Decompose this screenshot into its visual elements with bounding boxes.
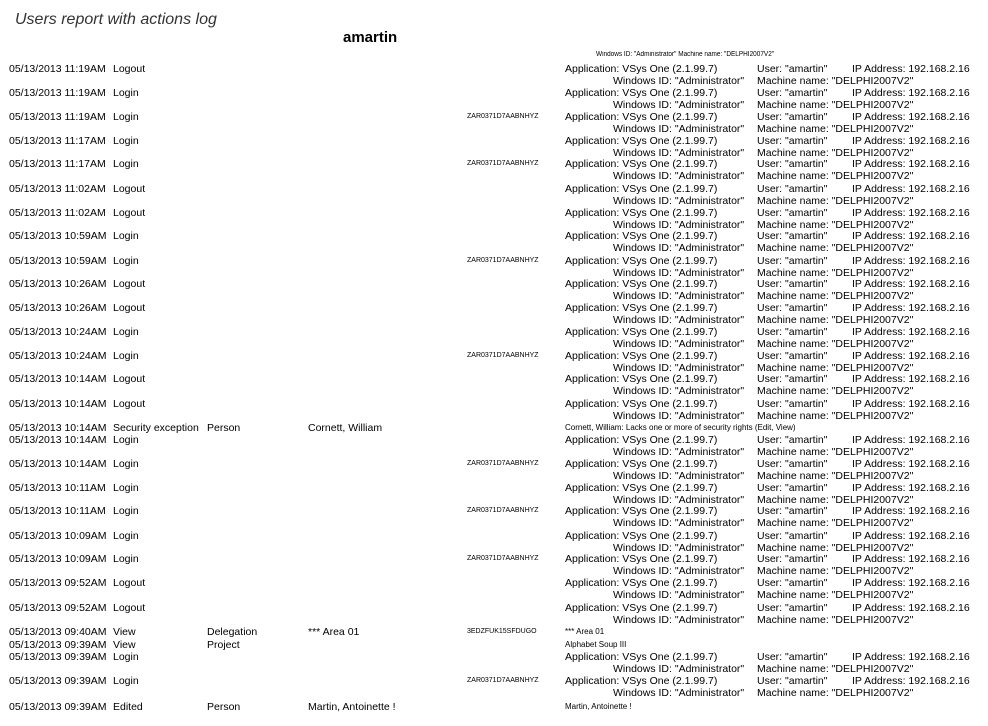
row-datetime: 05/13/2013 11:19AM — [9, 87, 106, 99]
row-datetime: 05/13/2013 09:40AM — [9, 626, 107, 638]
row-machine-name: Machine name: "DELPHI2007V2" — [757, 687, 914, 699]
row-action: Login — [113, 434, 139, 446]
row-machine-name: Machine name: "DELPHI2007V2" — [757, 589, 914, 601]
row-session-code: ZAR0371D7AABNHYZ — [467, 257, 539, 264]
row-ip-address: IP Address: 192.168.2.16 — [852, 458, 970, 470]
report-user-name: amartin — [343, 29, 398, 46]
row-datetime: 05/13/2013 11:17AM — [9, 158, 106, 170]
log-row — [0, 87, 988, 111]
log-row — [0, 651, 988, 675]
row-machine-name: Machine name: "DELPHI2007V2" — [757, 362, 914, 374]
row-user: User: "amartin" — [757, 458, 828, 470]
row-windows-id: Windows ID: "Administrator" — [613, 314, 745, 326]
row-ip-address: IP Address: 192.168.2.16 — [852, 530, 970, 542]
row-windows-id: Windows ID: "Administrator" — [613, 195, 745, 207]
row-windows-id: Windows ID: "Administrator" — [613, 147, 745, 159]
row-windows-id: Windows ID: "Administrator" — [613, 589, 745, 601]
row-datetime: 05/13/2013 10:11AM — [9, 505, 106, 517]
row-windows-id: Windows ID: "Administrator" — [613, 446, 745, 458]
row-windows-id: Windows ID: "Administrator" — [613, 542, 745, 554]
row-windows-id: Windows ID: "Administrator" — [613, 410, 745, 422]
log-row — [0, 135, 988, 159]
row-windows-id: Windows ID: "Administrator" — [613, 385, 745, 397]
row-ip-address: IP Address: 192.168.2.16 — [852, 230, 970, 242]
row-action: Logout — [113, 183, 146, 195]
row-ip-address: IP Address: 192.168.2.16 — [852, 255, 970, 267]
row-application: Application: VSys One (2.1.99.7) — [565, 111, 718, 123]
report-title: Users report with actions log — [15, 11, 217, 28]
row-object-name: Martin, Antoinette ! — [308, 701, 396, 713]
row-ip-address: IP Address: 192.168.2.16 — [852, 207, 970, 219]
row-windows-id: Windows ID: "Administrator" — [613, 494, 745, 506]
row-application: Application: VSys One (2.1.99.7) — [565, 350, 718, 362]
row-datetime: 05/13/2013 09:39AM — [9, 701, 107, 713]
row-application: Application: VSys One (2.1.99.7) — [565, 230, 718, 242]
row-application: Application: VSys One (2.1.99.7) — [565, 675, 718, 687]
row-object-type: Person — [207, 422, 241, 434]
row-application: Application: VSys One (2.1.99.7) — [565, 302, 718, 314]
row-datetime: 05/13/2013 11:19AM — [9, 63, 106, 75]
row-machine-name: Machine name: "DELPHI2007V2" — [757, 147, 914, 159]
row-application: Application: VSys One (2.1.99.7) — [565, 434, 718, 446]
row-action: Login — [113, 482, 139, 494]
row-application: Application: VSys One (2.1.99.7) — [565, 87, 718, 99]
row-datetime: 05/13/2013 09:39AM — [9, 675, 107, 687]
row-session-code: ZAR0371D7AABNHYZ — [467, 677, 539, 684]
log-row — [0, 183, 988, 207]
row-datetime: 05/13/2013 10:14AM — [9, 422, 107, 434]
log-row — [0, 302, 988, 326]
row-action: Login — [113, 675, 139, 687]
row-windows-id: Windows ID: "Administrator" — [613, 219, 745, 231]
log-row — [0, 230, 988, 254]
log-row — [0, 207, 988, 231]
row-windows-id: Windows ID: "Administrator" — [613, 470, 745, 482]
row-user: User: "amartin" — [757, 350, 828, 362]
log-row — [0, 458, 988, 482]
row-datetime: 05/13/2013 10:09AM — [9, 530, 107, 542]
row-ip-address: IP Address: 192.168.2.16 — [852, 350, 970, 362]
row-note: Cornett, William: Lacks one or more of security rights (Edit, View) — [565, 423, 796, 432]
row-user: User: "amartin" — [757, 230, 828, 242]
row-action: Login — [113, 505, 139, 517]
row-datetime: 05/13/2013 09:52AM — [9, 602, 107, 614]
row-user: User: "amartin" — [757, 398, 828, 410]
row-machine-name: Machine name: "DELPHI2007V2" — [757, 99, 914, 111]
row-action: Login — [113, 553, 139, 565]
row-user: User: "amartin" — [757, 183, 828, 195]
log-row — [0, 350, 988, 374]
row-machine-name: Machine name: "DELPHI2007V2" — [757, 542, 914, 554]
log-row — [0, 373, 988, 397]
row-ip-address: IP Address: 192.168.2.16 — [852, 482, 970, 494]
log-row — [0, 278, 988, 302]
row-ip-address: IP Address: 192.168.2.16 — [852, 63, 970, 75]
row-machine-name: Machine name: "DELPHI2007V2" — [757, 446, 914, 458]
row-datetime: 05/13/2013 10:14AM — [9, 458, 107, 470]
row-application: Application: VSys One (2.1.99.7) — [565, 255, 718, 267]
row-ip-address: IP Address: 192.168.2.16 — [852, 505, 970, 517]
row-datetime: 05/13/2013 09:39AM — [9, 651, 107, 663]
row-user: User: "amartin" — [757, 505, 828, 517]
row-note: Alphabet Soup III — [565, 640, 627, 649]
row-ip-address: IP Address: 192.168.2.16 — [852, 326, 970, 338]
row-datetime: 05/13/2013 11:17AM — [9, 135, 106, 147]
row-user: User: "amartin" — [757, 602, 828, 614]
row-windows-id: Windows ID: "Administrator" — [613, 338, 745, 350]
row-windows-id: Windows ID: "Administrator" — [613, 99, 745, 111]
row-windows-id: Windows ID: "Administrator" — [613, 565, 745, 577]
row-session-code: ZAR0371D7AABNHYZ — [467, 160, 539, 167]
row-user: User: "amartin" — [757, 373, 828, 385]
row-application: Application: VSys One (2.1.99.7) — [565, 602, 718, 614]
row-application: Application: VSys One (2.1.99.7) — [565, 458, 718, 470]
row-action: Login — [113, 458, 139, 470]
row-ip-address: IP Address: 192.168.2.16 — [852, 651, 970, 663]
row-action: View — [113, 639, 136, 651]
row-ip-address: IP Address: 192.168.2.16 — [852, 183, 970, 195]
row-action: Login — [113, 135, 139, 147]
log-row — [0, 158, 988, 182]
row-application: Application: VSys One (2.1.99.7) — [565, 63, 718, 75]
row-action: Logout — [113, 207, 146, 219]
row-object-name: *** Area 01 — [308, 626, 360, 638]
row-datetime: 05/13/2013 10:14AM — [9, 434, 107, 446]
row-action: Login — [113, 111, 139, 123]
row-machine-name: Machine name: "DELPHI2007V2" — [757, 290, 914, 302]
row-action: Login — [113, 230, 139, 242]
row-ip-address: IP Address: 192.168.2.16 — [852, 602, 970, 614]
row-machine-name: Machine name: "DELPHI2007V2" — [757, 195, 914, 207]
row-windows-id: Windows ID: "Administrator" — [613, 267, 745, 279]
row-windows-id: Windows ID: "Administrator" — [613, 663, 745, 675]
row-machine-name: Machine name: "DELPHI2007V2" — [757, 75, 914, 87]
row-user: User: "amartin" — [757, 135, 828, 147]
row-application: Application: VSys One (2.1.99.7) — [565, 530, 718, 542]
row-user: User: "amartin" — [757, 87, 828, 99]
row-machine-name: Machine name: "DELPHI2007V2" — [757, 470, 914, 482]
row-action: Logout — [113, 602, 146, 614]
row-machine-name: Machine name: "DELPHI2007V2" — [757, 494, 914, 506]
row-action: View — [113, 626, 136, 638]
row-session-code: ZAR0371D7AABNHYZ — [467, 113, 539, 120]
row-user: User: "amartin" — [757, 158, 828, 170]
row-windows-id: Windows ID: "Administrator" — [613, 687, 745, 699]
row-user: User: "amartin" — [757, 434, 828, 446]
row-machine-name: Machine name: "DELPHI2007V2" — [757, 123, 914, 135]
row-action: Login — [113, 350, 139, 362]
row-action: Logout — [113, 398, 146, 410]
row-datetime: 05/13/2013 10:59AM — [9, 230, 107, 242]
row-user: User: "amartin" — [757, 530, 828, 542]
row-application: Application: VSys One (2.1.99.7) — [565, 577, 718, 589]
row-datetime: 05/13/2013 10:26AM — [9, 302, 107, 314]
row-action: Security exception — [113, 422, 199, 434]
row-machine-name: Machine name: "DELPHI2007V2" — [757, 219, 914, 231]
header-session-detail: Windows ID: "Administrator" Machine name: "DELPHI2007V2" — [596, 51, 775, 58]
row-user: User: "amartin" — [757, 577, 828, 589]
row-user: User: "amartin" — [757, 326, 828, 338]
log-row — [0, 63, 988, 87]
row-machine-name: Machine name: "DELPHI2007V2" — [757, 385, 914, 397]
row-application: Application: VSys One (2.1.99.7) — [565, 207, 718, 219]
row-ip-address: IP Address: 192.168.2.16 — [852, 87, 970, 99]
row-machine-name: Machine name: "DELPHI2007V2" — [757, 242, 914, 254]
log-row — [0, 530, 988, 554]
row-application: Application: VSys One (2.1.99.7) — [565, 482, 718, 494]
row-datetime: 05/13/2013 10:14AM — [9, 373, 107, 385]
row-action: Logout — [113, 373, 146, 385]
row-user: User: "amartin" — [757, 553, 828, 565]
row-user: User: "amartin" — [757, 651, 828, 663]
log-row — [0, 701, 988, 725]
row-windows-id: Windows ID: "Administrator" — [613, 290, 745, 302]
row-datetime: 05/13/2013 10:24AM — [9, 350, 107, 362]
row-action: Login — [113, 651, 139, 663]
row-datetime: 05/13/2013 09:39AM — [9, 639, 107, 651]
row-datetime: 05/13/2013 10:11AM — [9, 482, 106, 494]
row-application: Application: VSys One (2.1.99.7) — [565, 373, 718, 385]
row-datetime: 05/13/2013 10:24AM — [9, 326, 107, 338]
log-row — [0, 505, 988, 529]
row-application: Application: VSys One (2.1.99.7) — [565, 158, 718, 170]
row-user: User: "amartin" — [757, 63, 828, 75]
row-windows-id: Windows ID: "Administrator" — [613, 123, 745, 135]
log-row — [0, 602, 988, 626]
row-action: Login — [113, 158, 139, 170]
row-user: User: "amartin" — [757, 482, 828, 494]
row-application: Application: VSys One (2.1.99.7) — [565, 505, 718, 517]
row-object-type: Delegation — [207, 626, 258, 638]
log-row — [0, 111, 988, 135]
row-action: Login — [113, 530, 139, 542]
row-object-type: Project — [207, 639, 240, 651]
row-machine-name: Machine name: "DELPHI2007V2" — [757, 267, 914, 279]
row-user: User: "amartin" — [757, 255, 828, 267]
log-row — [0, 482, 988, 506]
row-ip-address: IP Address: 192.168.2.16 — [852, 158, 970, 170]
row-application: Application: VSys One (2.1.99.7) — [565, 398, 718, 410]
row-application: Application: VSys One (2.1.99.7) — [565, 326, 718, 338]
log-row — [0, 398, 988, 422]
row-datetime: 05/13/2013 11:02AM — [9, 207, 106, 219]
row-windows-id: Windows ID: "Administrator" — [613, 75, 745, 87]
log-row — [0, 255, 988, 279]
row-object-type: Person — [207, 701, 241, 713]
row-user: User: "amartin" — [757, 111, 828, 123]
row-windows-id: Windows ID: "Administrator" — [613, 242, 745, 254]
row-machine-name: Machine name: "DELPHI2007V2" — [757, 517, 914, 529]
row-application: Application: VSys One (2.1.99.7) — [565, 651, 718, 663]
row-session-code: ZAR0371D7AABNHYZ — [467, 555, 539, 562]
row-action: Logout — [113, 577, 146, 589]
row-session-code: ZAR0371D7AABNHYZ — [467, 507, 539, 514]
row-ip-address: IP Address: 192.168.2.16 — [852, 675, 970, 687]
row-ip-address: IP Address: 192.168.2.16 — [852, 398, 970, 410]
row-datetime: 05/13/2013 09:52AM — [9, 577, 107, 589]
row-windows-id: Windows ID: "Administrator" — [613, 362, 745, 374]
log-row — [0, 577, 988, 601]
log-row — [0, 675, 988, 699]
row-action: Logout — [113, 63, 146, 75]
row-datetime: 05/13/2013 10:59AM — [9, 255, 107, 267]
row-machine-name: Machine name: "DELPHI2007V2" — [757, 614, 914, 626]
row-ip-address: IP Address: 192.168.2.16 — [852, 434, 970, 446]
row-application: Application: VSys One (2.1.99.7) — [565, 183, 718, 195]
row-machine-name: Machine name: "DELPHI2007V2" — [757, 663, 914, 675]
row-action: Login — [113, 255, 139, 267]
row-user: User: "amartin" — [757, 675, 828, 687]
row-note: *** Area 01 — [565, 627, 605, 636]
row-machine-name: Machine name: "DELPHI2007V2" — [757, 314, 914, 326]
row-action: Login — [113, 87, 139, 99]
row-session-code: 3EDZFUK15SFDUGO — [467, 628, 537, 635]
row-ip-address: IP Address: 192.168.2.16 — [852, 553, 970, 565]
row-application: Application: VSys One (2.1.99.7) — [565, 278, 718, 290]
row-ip-address: IP Address: 192.168.2.16 — [852, 135, 970, 147]
row-action: Edited — [113, 701, 143, 713]
row-session-code: ZAR0371D7AABNHYZ — [467, 460, 539, 467]
row-object-name: Cornett, William — [308, 422, 383, 434]
row-windows-id: Windows ID: "Administrator" — [613, 170, 745, 182]
log-row — [0, 434, 988, 458]
row-note: Martin, Antoinette ! — [565, 702, 632, 711]
row-datetime: 05/13/2013 10:14AM — [9, 398, 107, 410]
row-session-code: ZAR0371D7AABNHYZ — [467, 352, 539, 359]
row-machine-name: Machine name: "DELPHI2007V2" — [757, 170, 914, 182]
row-user: User: "amartin" — [757, 278, 828, 290]
row-windows-id: Windows ID: "Administrator" — [613, 517, 745, 529]
row-user: User: "amartin" — [757, 207, 828, 219]
log-row — [0, 553, 988, 577]
row-machine-name: Machine name: "DELPHI2007V2" — [757, 338, 914, 350]
row-ip-address: IP Address: 192.168.2.16 — [852, 302, 970, 314]
row-windows-id: Windows ID: "Administrator" — [613, 614, 745, 626]
row-ip-address: IP Address: 192.168.2.16 — [852, 111, 970, 123]
row-application: Application: VSys One (2.1.99.7) — [565, 553, 718, 565]
row-application: Application: VSys One (2.1.99.7) — [565, 135, 718, 147]
row-action: Login — [113, 326, 139, 338]
row-datetime: 05/13/2013 10:26AM — [9, 278, 107, 290]
log-row — [0, 326, 988, 350]
row-action: Logout — [113, 278, 146, 290]
row-datetime: 05/13/2013 11:19AM — [9, 111, 106, 123]
row-ip-address: IP Address: 192.168.2.16 — [852, 373, 970, 385]
row-user: User: "amartin" — [757, 302, 828, 314]
row-datetime: 05/13/2013 10:09AM — [9, 553, 107, 565]
row-machine-name: Machine name: "DELPHI2007V2" — [757, 410, 914, 422]
row-ip-address: IP Address: 192.168.2.16 — [852, 577, 970, 589]
row-machine-name: Machine name: "DELPHI2007V2" — [757, 565, 914, 577]
row-ip-address: IP Address: 192.168.2.16 — [852, 278, 970, 290]
row-action: Logout — [113, 302, 146, 314]
row-datetime: 05/13/2013 11:02AM — [9, 183, 106, 195]
